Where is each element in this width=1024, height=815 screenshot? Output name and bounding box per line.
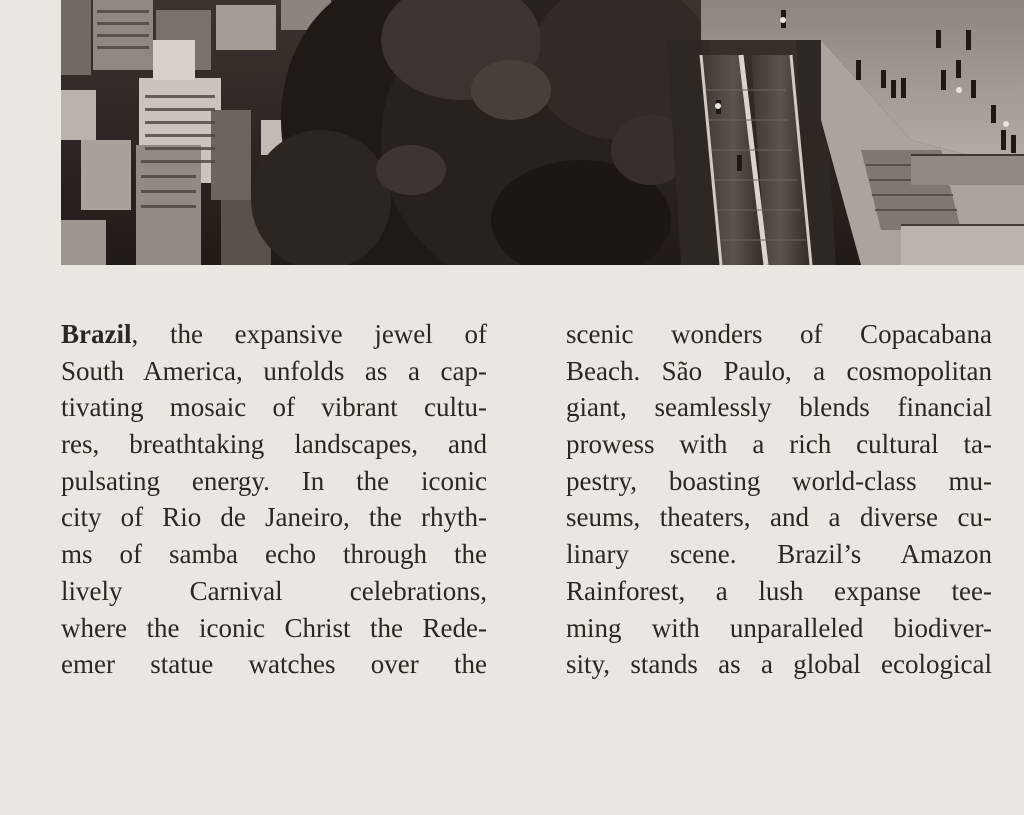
- text-line: [61, 316, 487, 353]
- text-line: Beach. São Paulo, a cosmopolitan: [566, 355, 992, 386]
- text-line: giant, seamlessly blends financial: [566, 392, 992, 423]
- text-line: where the iconic Christ the Rede-: [61, 612, 487, 643]
- text-line: scenic wonders of Copacabana: [566, 319, 992, 349]
- text-line: ms of samba echo through the: [61, 539, 487, 570]
- text-line: South America, unfolds as a cap-: [61, 355, 487, 386]
- article-photo: [61, 0, 1024, 265]
- article-column-right: [566, 316, 992, 683]
- text-line: sity, stands as a global ecological: [566, 649, 992, 680]
- text-line: Rainforest, a lush expanse tee-: [566, 575, 992, 606]
- text-line: lively Carnival celebrations,: [61, 575, 487, 606]
- lead-word: Brazil: [61, 319, 132, 349]
- text-line: linary scene. Brazil’s Amazon: [566, 539, 992, 570]
- text-line: seums, theaters, and a diverse cu-: [566, 502, 992, 533]
- text-line: city of Rio de Janeiro, the rhyth-: [61, 502, 487, 533]
- text-line-content: , the expansive jewel of: [131, 319, 487, 349]
- text-line: pestry, boasting world-class mu-: [566, 465, 992, 496]
- photo-illustration: [61, 0, 1024, 265]
- text-line: prowess with a rich cultural ta-: [566, 429, 992, 460]
- text-line: res, breathtaking landscapes, and: [61, 429, 487, 460]
- text-line: ming with unparalleled biodiver-: [566, 612, 992, 643]
- text-line: emer statue watches over the: [61, 649, 487, 680]
- text-line: pulsating energy. In the iconic: [61, 465, 487, 496]
- forest: [251, 0, 711, 265]
- article-column-left: [61, 316, 487, 683]
- text-line: tivating mosaic of vibrant cultu-: [61, 392, 487, 423]
